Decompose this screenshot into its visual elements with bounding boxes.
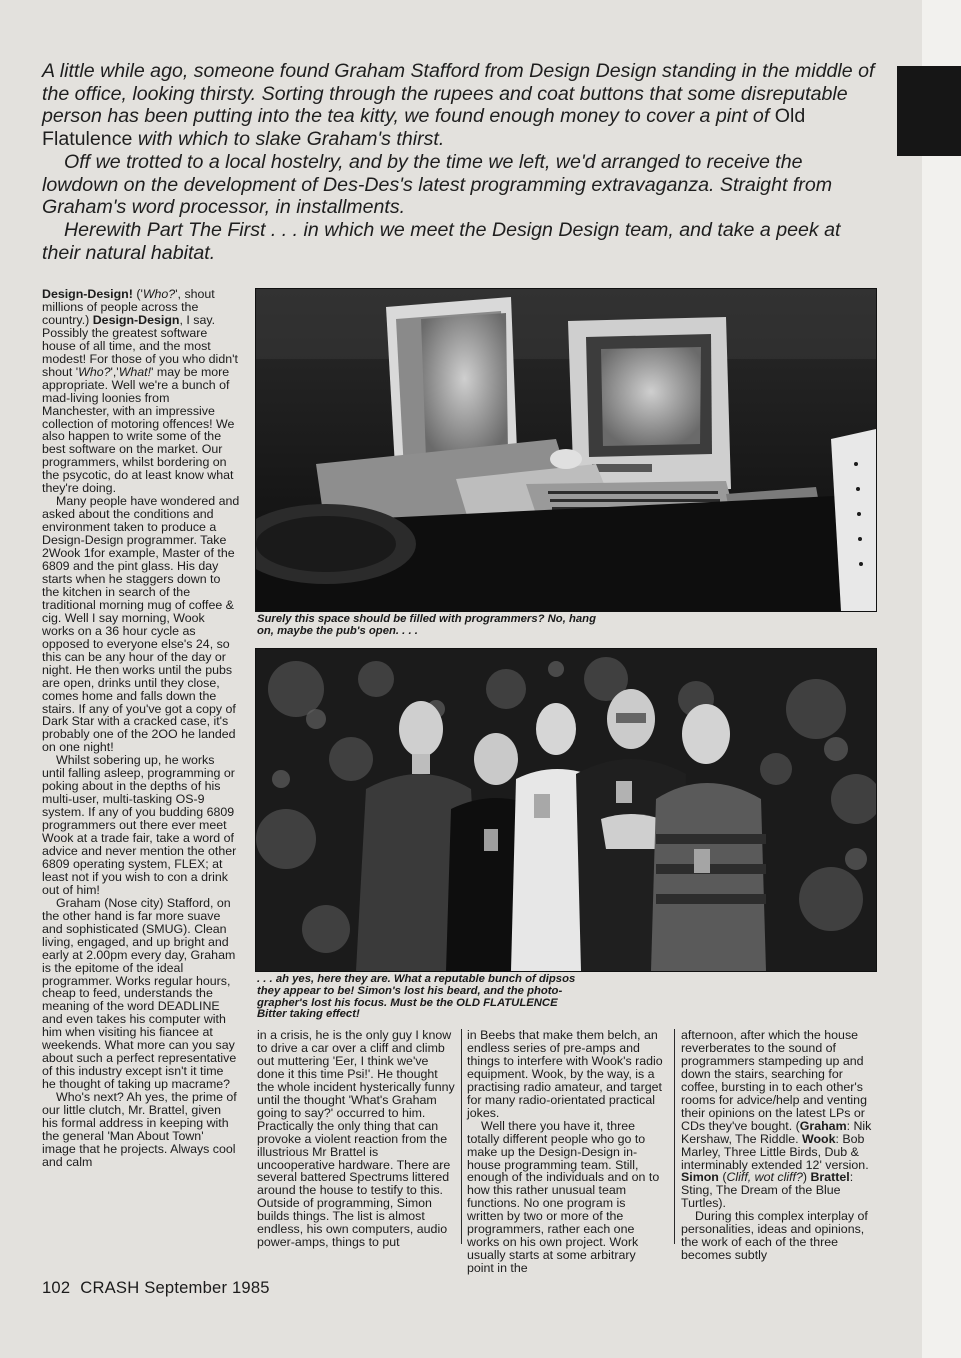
article-paragraph: Design-Design! ('Who?', shout millions of people across the country.) Design-Design, I say. Possibly the greatest software house of all time, and the most modest! For those of you who didn't shout 'Who?','What!' may be more appropriate. Well we're a bunch of mad-living loonies from Manchester, with an impressive collection of motoring offences! We also happen to write some of the best software on the market. Our programmers, whilst bordering on the psycotic, do at least know what they're doing. (42, 287, 238, 496)
article-column-1 (42, 288, 240, 1169)
article-paragraph: Whilst sobering up, he works until falling asleep, programming or poking about in the depths of his multi-user, multi-tasking OS-9 system. If any of you budding 6809 programmers out there ever meet Wook at a trade fair, take a word of advice and never mention the other 6809 operating system, FLEX; at least not if you wish to con a drink out of him! (42, 753, 237, 897)
article-paragraph: afternoon, after which the house reverberates to the sound of programmers stampeding up and down the stairs, searching for coffee, bursting in to each other's rooms for advice/help and venting their opinions on the latest LPs or CDs they've bought. (Graham: Nik Kershaw, The Riddle. Wook: Bob Marley, Three Little Birds, Dub & interminably extended 12' version. Simon (Cliff, wot cliff?) Brattel: Sting, The Dream of the Blue Turtles). (681, 1028, 872, 1211)
team-group-image (256, 649, 876, 971)
photo-design-design-team (255, 648, 877, 972)
page-spine (922, 0, 961, 1358)
article-column-4 (681, 1029, 877, 1262)
page-footer (42, 1278, 280, 1298)
column-rule (674, 1029, 675, 1244)
photo-computer-desk (255, 288, 877, 612)
photo-caption-2: . . . ah yes, here they are. What a reputable bunch of dipsos they appear to be! Simon's lost his beard, and the photo-grapher's lost his focus. Must be the OLD FLATULENCE Bitter taking effect! (257, 973, 576, 1021)
article-paragraph: Who's next? Ah yes, the prime of our little clutch, Mr. Brattel, given his formal address in keeping with the general 'Man About Town' image that he projects. Always cool and calm (42, 1090, 237, 1169)
page-edge-tab (897, 66, 961, 156)
intro-paragraph-1: A little while ago, someone found Graham Stafford from Design Design standing in the middle of the office, looking thirsty. Sorting through the rupees and coat buttons that some disreputable person has been putting into the tea kitty, we found enough money to cover a pint of Old Flatulence with which to slake Graham's thirst. (42, 60, 875, 151)
article-paragraph: in Beebs that make them belch, an endless series of pre-amps and things to interfere with Wook's radio equipment. Wook, by the way, is a practising radio amateur, and target for many radio-orientated practical jokes. (467, 1028, 663, 1120)
intro-standfirst (42, 60, 878, 264)
article-column-3 (467, 1029, 665, 1275)
article-paragraph: Many people have wondered and asked about the conditions and environment taken to produce a Design-Design programmer. Take 2Wook 1for example, Master of the 6809 and the pint glass. His day starts when he staggers down to the kitchen in search of the traditional morning mug of coffee & cig. Well I say morning, Wook works on a 36 hour cycle as opposed to everyone else's 24, so this can be any hour of the day or night. He then works until the pubs are open, drinks until they close, comes home and falls down the stairs. If any of you've got a copy of Dark Star with a cracked case, it's probably one of the 2OO he landed on one night! (42, 494, 240, 755)
brand-name: Old Flatulence (42, 105, 806, 151)
column-rule (461, 1029, 462, 1244)
article-paragraph: Graham (Nose city) Stafford, on the other hand is far more suave and sophisticated (SMUG). Clean living, engaged, and up bright and early at 2.00pm every day, Graham is the epitome of the ideal programmer. Works regular hours, cheap to feed, understands the meaning of the word DEADLINE and even takes his computer with him when visiting his fiancee at weekends. What more can you say about such a perfect representative of this industry except isn't it time he thought of taking up macrame? (42, 895, 237, 1092)
computer-desk-image (256, 289, 876, 611)
intro-paragraph-3: Herewith Part The First . . . in which we meet the Design Design team, and take a peek at their natural habitat. (42, 218, 841, 264)
intro-paragraph-2: Off we trotted to a local hostelry, and by the time we left, we'd arranged to receive the lowdown on the development of Des-Des's latest programming extravaganza. Straight from Graham's word processor, in installments. (42, 150, 833, 219)
page-number: 102 (42, 1278, 71, 1297)
article-paragraph: During this complex interplay of personalities, ideas and opinions, the work of each of the three becomes subtly (681, 1209, 868, 1263)
article-paragraph: Well there you have it, three totally different people who go to make up the Design-Design in-house programming team. Still, enough of the individuals and on to how this rather unusual team functions. No one program is written by two or more of the programmers, rather each one works on his own project. Work usually starts at some arbitrary point in the (467, 1118, 660, 1276)
photo-caption-1: Surely this space should be filled with programmers? No, hang on, maybe the pub's open. . . . (257, 613, 596, 637)
magazine-issue: CRASH September 1985 (80, 1278, 270, 1297)
article-paragraph: in a crisis, he is the only guy I know to drive a car over a cliff and climb out muttering 'Eer, I think we've done it this time Psi!'. He thought the whole incident hysterically funny until the thought 'What's Graham going to say?' occurred to him. Practically the only thing that can provoke a violent reaction from the illustrious Mr Brattel is uncooperative hardware. There are several battered Spectrums littered around the house to testify to this. Outside of programming, Simon builds things. The list is almost endless, his own computers, audio power-amps, things to put (257, 1028, 455, 1250)
article-column-2 (257, 1029, 455, 1249)
